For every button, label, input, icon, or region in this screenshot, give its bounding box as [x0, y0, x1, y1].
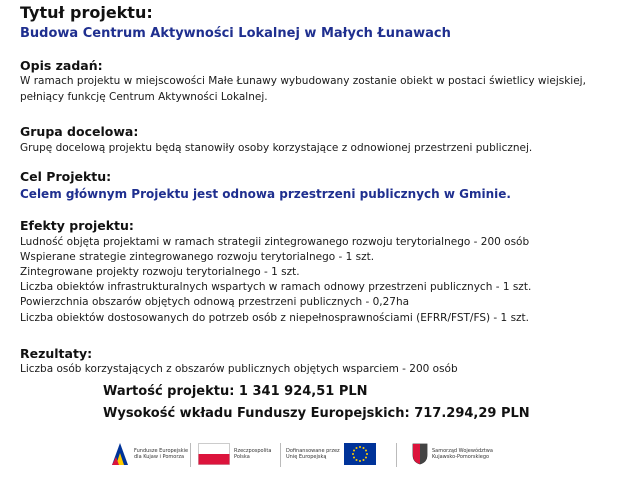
- tasks-line-1: W ramach projektu w miejscowości Małe Łunawy wybudowany zostanie obiekt w postaci świetlicy wiejskiej,: [20, 75, 586, 87]
- region-logo-line-1: Samorząd Województwa: [432, 448, 493, 454]
- eu-logo: [286, 437, 376, 471]
- fe-emblem-icon: [110, 441, 130, 467]
- page-title: Tytuł projektu:: [20, 3, 153, 22]
- effects-line-1: Ludność objęta projektami w ramach strategii zintegrowanego rozwoju terytorialnego - 200 osób: [20, 236, 530, 248]
- fe-logo-line-2: dla Kujaw i Pomorza: [134, 454, 185, 460]
- pl-logo-line-2: Polska: [234, 454, 250, 460]
- project-name: Budowa Centrum Aktywności Lokalnej w Małych Łunawach: [20, 26, 451, 41]
- eu-logo-line-1: Dofinansowane przez: [286, 448, 340, 454]
- effects-line-2: Wspierane strategie zintegrowanego rozwoju terytorialnego - 1 szt.: [20, 251, 375, 263]
- fe-logo: [110, 437, 188, 471]
- effects-heading: Efekty projektu:: [20, 218, 134, 233]
- logo-separator: [190, 443, 191, 467]
- tasks-line-2: pełniący funkcję Centrum Aktywności Lokalnej.: [20, 91, 268, 103]
- results-heading: Rezultaty:: [20, 346, 93, 361]
- target-group-heading: Grupa docelowa:: [20, 124, 139, 139]
- logo-separator: [396, 443, 397, 467]
- eu-contribution: Wysokość wkładu Funduszy Europejskich: 717.294,29 PLN: [103, 406, 530, 421]
- goal-heading: Cel Projektu:: [20, 169, 112, 184]
- target-group-text: Grupę docelową projektu będą stanowiły osoby korzystające z odnowionej przestrzeni publicznej.: [20, 142, 533, 154]
- effects-line-5: Powierzchnia obszarów objętych odnową przestrzeni publicznych - 0,27ha: [20, 296, 410, 308]
- polish-flag-icon: [198, 443, 230, 465]
- effects-line-3: Zintegrowane projekty rozwoju terytorialnego - 1 szt.: [20, 266, 300, 278]
- eu-logo-line-2: Unię Europejską: [286, 454, 327, 460]
- region-logo: [412, 437, 493, 471]
- results-text: Liczba osób korzystających z obszarów publicznych objętych wsparciem - 200 osób: [20, 363, 458, 375]
- logo-separator: [280, 443, 281, 467]
- project-value: Wartość projektu: 1 341 924,51 PLN: [103, 384, 368, 399]
- effects-line-4: Liczba obiektów infrastrukturalnych wspartych w ramach odnowy przestrzeni publicznych - 1 szt.: [20, 281, 532, 293]
- funding-logos-bar: [0, 437, 634, 473]
- tasks-heading: Opis zadań:: [20, 58, 103, 73]
- pl-logo: [198, 437, 271, 471]
- effects-line-6: Liczba obiektów dostosowanych do potrzeb osób z niepełnosprawnościami (EFRR/FST/FS) - 1 szt.: [20, 312, 530, 324]
- fe-logo-line-1: Fundusze Europejskie: [134, 448, 189, 454]
- pl-logo-line-1: Rzeczpospolita: [234, 448, 272, 454]
- region-crest-icon: [412, 443, 428, 465]
- goal-text: Celem głównym Projektu jest odnowa przestrzeni publicznych w Gminie.: [20, 187, 511, 201]
- eu-flag-icon: [344, 443, 376, 465]
- region-logo-line-2: Kujawsko-Pomorskiego: [432, 454, 490, 460]
